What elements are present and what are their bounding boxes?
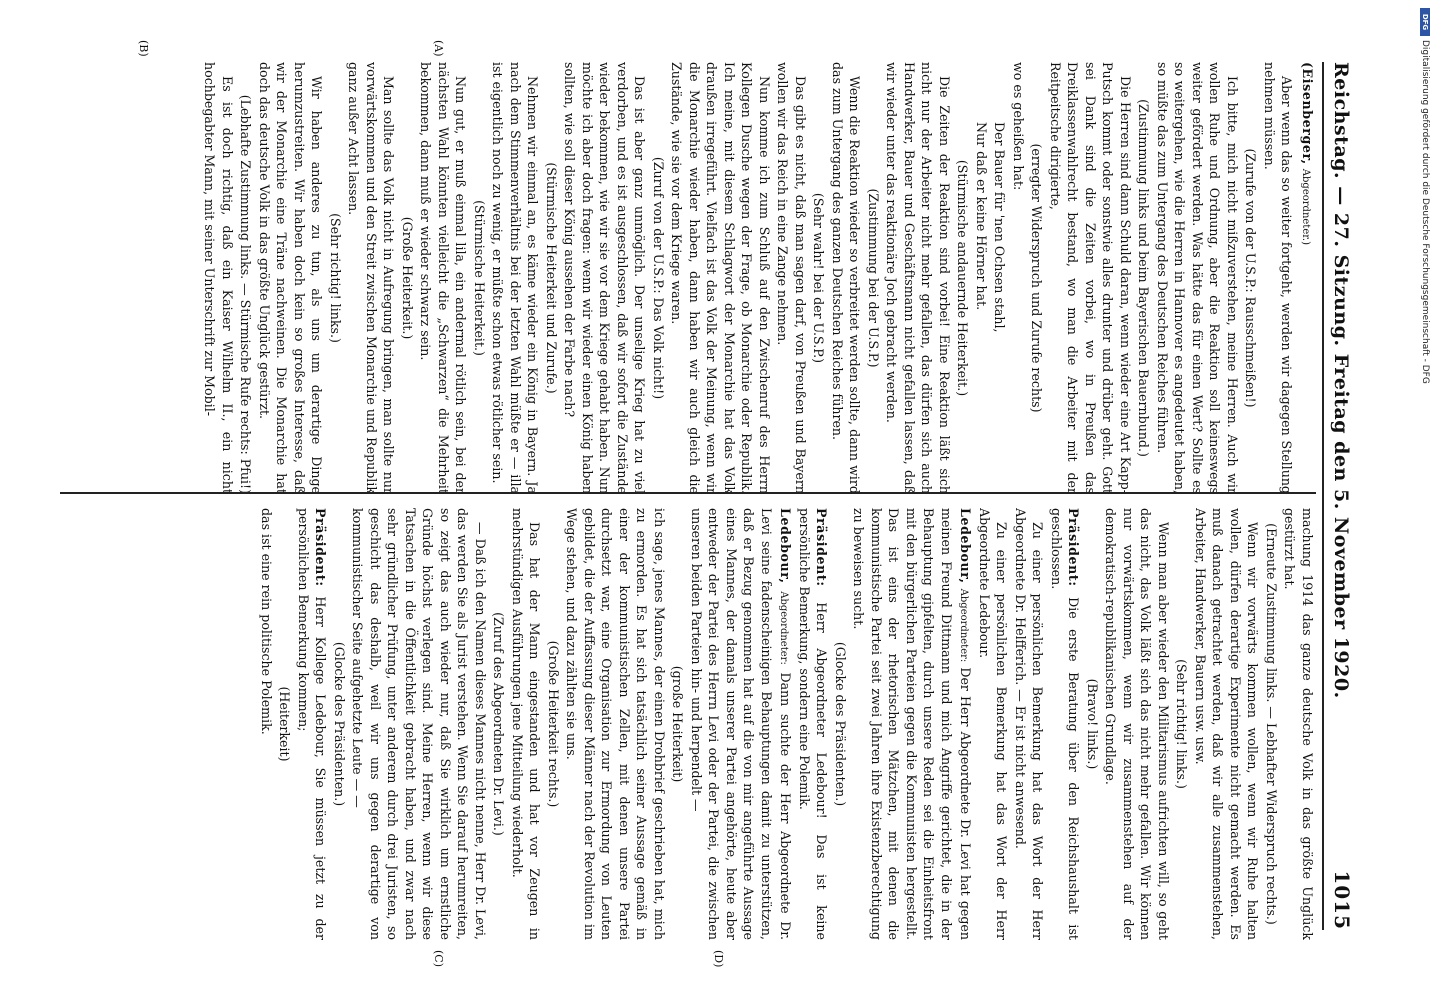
- speech-paragraph: Nun komme ich zum Schluß auf den Zwischenruf des Herrn Kollegen Dusche wegen der Frage, ob Monarchie oder Republik. Ich meine, mit diesem Schlagwort der Monarchie hat das Volk draußen irregeführt. Vielfach ist das Volk der Meinung, wenn wir die Monarchie wieder haben, dann haben wir auch gleich die Zustände, wie sie vor dem Kriege waren.: [669, 62, 772, 494]
- speech-paragraph: Es ist doch richtig, daß ein Kaiser Wilhelm II., ein nicht hochbegabter Mann, mit seiner Unterschrift zur Mobil-: [202, 62, 235, 494]
- interjection: (Erneute Zustimmung links. — Lebhafter Widerspruch rechts.): [1264, 523, 1279, 925]
- page-number: 1015: [1330, 870, 1354, 930]
- speech-paragraph: Zu einer persönlichen Bemerkung hat das Wort der Herr Abgeordnete Ledebour.: [977, 508, 1010, 940]
- speech-text: Herr Kollege Ledebour, Sie müssen jetzt zu der persönlichen Bemerkung kommen;: [296, 508, 329, 940]
- speech-paragraph: Die Herren sind dann Schuld daran, wenn wieder eine Art Kapp-Putsch kommt oder sonstwie alles drunter und drüber geht. Gott sei Dank sind die Zeiten vorbei, wo in Preußen das Dreiklassenwahlrecht bestand, wo man die Arbeiter mit der Reitpeitsche dirigierte,: [1048, 62, 1133, 494]
- interjection: (Lebhafte Zustimmung links. — Stürmische Rufe rechts: Pfui!): [238, 94, 254, 494]
- margin-letter-c: (C): [432, 950, 445, 967]
- interjection: (Zustimmung links und beim Bayerischen Bauernbund.): [1136, 99, 1152, 457]
- margin-letter-d: (D): [712, 950, 725, 968]
- interjection: (Zustimmung bei der U.S.P.): [866, 188, 881, 368]
- interjection: (Zurufe von der U.S.P.: Rausschmeißen!): [1243, 148, 1259, 408]
- speech-paragraph: Aber wenn das so weiter fortgeht, werden wir dagegen Stellung nehmen müssen.: [1262, 62, 1295, 494]
- interjection: (Zuruf des Abgeordneten Dr. Levi.): [491, 612, 507, 836]
- speaker-paragraph: [796, 508, 831, 940]
- speaker-role: Abgeordneter.): [1300, 168, 1311, 245]
- speech-text: Herr Abgeordneter Ledebour! Das ist keine persönliche Bemerkung, sondern eine Polemik.: [797, 508, 830, 940]
- interjection: (Glocke des Präsidenten.): [833, 641, 848, 807]
- speaker-name: Präsident:: [814, 508, 830, 587]
- verse-line: Der Bauer für 'nen Ochsen stahl,: [992, 122, 1008, 333]
- speech-paragraph: Die Zeiten der Reaktion sind vorbei! Eine Reaktion läßt sich nicht nur der Arbeiter nicht mehr gefallen, das dürfen sich auch Handwerker, Bauer und Geschäftsmann nicht gefallen lassen, daß wir wieder unter das reaktionäre Joch gebracht werden.: [884, 62, 952, 494]
- credit-text: Digitalisierung gefördert durch die Deutsche Forschungsgemeinschaft - DFG: [1420, 40, 1430, 384]
- speech-paragraph: das ist eine rein politische Polemik.: [259, 508, 274, 735]
- speaker-paragraph: [1297, 62, 1317, 494]
- speech-paragraph: Wir haben anderes zu tun, als uns um derartige Dinge herumzustreiten. Wir haben doch kein so großes Interesse, daß wir der Monarchie eine Träne nachweinen. Die Monarchie hat doch das deutsche Volk in das größte Unglück gestürzt.: [257, 62, 325, 494]
- speaker-name: (Eisenberger,: [1300, 62, 1315, 165]
- speech-paragraph: wo es geheißen hat:: [1011, 62, 1026, 191]
- margin-letter-a: (A): [432, 40, 445, 57]
- speech-paragraph: Nehmen wir einmal an, es käme wieder ein König in Bayern. Ja nach dem Stimmenverhältnis bei der letzten Wahl müßte er — illa ist eigentlich noch zu wenig, er müßte schon etwas rötlicher sein.: [490, 62, 541, 494]
- speech-text: Dann suchte der Herr Abgeordnete Dr. Levi seine fadenscheinigen Behauptungen damit zu unterstützen, daß er Bezug genommen hat auf die von mir angeführte Aussage eines Mannes, der damals unserer Partei angehörte, heute aber entweder der Partei des Herrn Levi oder der Partei, die zwischen unseren beiden Parteien hin- und herpendelt —: [689, 508, 794, 940]
- interjection: (Stürmische Heiterkeit und Zurufe.): [544, 162, 559, 394]
- dfg-logo-text: DFG: [1421, 13, 1429, 31]
- column-divider: [60, 492, 1316, 494]
- speech-paragraph: Ich bitte, mich nicht mißzuverstehen, meine Herren. Auch wir wollen Ruhe und Ordnung, aber die Reaktion soll keineswegs weiter gefördert werden. Was hätte das für einen Wert? Sollte es so weitergehen, wie die Herren in Hannover es angedeutet haben, so müßte das zum Untergang des Deutschen Reiches führen.: [1155, 62, 1240, 494]
- interjection: (Große Heiterkeit rechts.): [546, 640, 561, 808]
- right-column: [20, 508, 1316, 940]
- interjection: (Sehr wahr! bei der U.S.P.): [811, 192, 827, 364]
- speaker-name: Präsident:: [313, 508, 329, 587]
- interjection: (Heiterkeit): [277, 686, 293, 762]
- interjection: (erregter Widerspruch und Zurufe rechts): [1029, 143, 1045, 413]
- interjection: (Stürmische andauernde Heiterkeit.): [955, 159, 971, 397]
- speaker-name: Präsident:: [1066, 508, 1082, 587]
- speech-paragraph: Das hat der Mann eingestanden und hat vor Zeugen in mehrstündigen Ausführungen jene Mitteilung wiederholt.: [510, 508, 543, 940]
- speech-paragraph: Man sollte das Volk nicht in Aufregung bringen, man sollte nur vorwärtskommen und den Streit zwischen Monarchie und Republik ganz außer Acht lassen.: [346, 62, 397, 494]
- interjection: (Sehr richtig! links.): [328, 213, 343, 343]
- interjection: (Glocke des Präsidenten.): [332, 641, 347, 807]
- interjection: (Stürmische Heiterkeit.): [472, 200, 487, 356]
- speech-paragraph: Das ist aber ganz unmöglich. Der unselige Krieg hat zu viel verdorben, und es ist ausgeschlossen, daß wir sofort die Zustände wieder bekommen, wie wir sie vor dem Kriege gehabt haben. Nun möchte ich aber doch fragen: wenn wir wieder einen König haben sollten, wie soll dieser König aussehen der Farbe nach?: [562, 62, 648, 494]
- speech-paragraph: Nun gut, er muß einmal lila, ein andermal rötlich sein, bei der nächsten Wahl könnten vielleicht die „Schwarzen“ die Mehrheit bekommen, dann muß er wieder schwarz sein.: [418, 62, 469, 494]
- speaker-role: Abgeordneter:: [778, 591, 790, 665]
- speaker-paragraph: [688, 508, 795, 940]
- margin-letter-b: (B): [137, 40, 150, 57]
- interjection: (Große Heiterkeit.): [400, 216, 415, 340]
- left-column: [20, 62, 1316, 494]
- speaker-name: Ledebour,: [778, 508, 794, 584]
- speech-paragraph: Zu einer persönlichen Bemerkung hat das Wort der Herr Abgeordnete Dr. Helfferich. — Er ist nicht anwesend.: [1013, 508, 1046, 940]
- running-title: Reichstag. — 27. Sitzung. Freitag den 5. November 1920.: [1330, 62, 1352, 699]
- interjection: (Zuruf von der U.S.P.: Das Volk nicht!): [651, 156, 666, 400]
- digitization-credit: [1418, 40, 1432, 980]
- dfg-logo: [1420, 8, 1430, 36]
- speaker-paragraph: [295, 508, 330, 940]
- speaker-paragraph: [1048, 508, 1083, 940]
- interjection: (Bravo! links.): [1085, 678, 1100, 770]
- speech-paragraph: Wenn wir vorwärts kommen wollen, wenn wir Ruhe halten wollen, dürfen derartige Experimente nicht gemacht werden. Es muß danach getrachtet werden, daß wir alle zusammenstehen, Arbeiter, Handwerker, Bauern usw. usw.: [1193, 508, 1261, 940]
- running-header: [1322, 62, 1370, 930]
- speech-paragraph: Das gibt es nicht, daß man sagen darf, von Preußen und Bayern wollen wir das Reich in eine Zange nehmen.: [775, 62, 808, 494]
- interjection: (große Heiterkeit): [670, 665, 686, 783]
- speech-paragraph: Wenn die Reaktion wieder so verbreitet werden sollte, dann wird das zum Untergang des ganzen Deutschen Reiches führen.: [830, 62, 863, 494]
- speaker-role: Abgeordneter:: [958, 588, 970, 663]
- interjection: (Sehr richtig! links.): [1174, 659, 1190, 789]
- speech-paragraph: Wenn man aber wieder den Militarismus aufrichten will, so geht das nicht, das Volk läßt sich das nicht mehr gefallen. Wir können nur vorwärtskommen, wenn wir zusammenstehen auf der demokratisch-republikanischen Grundlage.: [1103, 508, 1171, 940]
- speaker-paragraph: [850, 508, 975, 940]
- speech-text: Die erste Beratung über den Reichshaushalt ist geschlossen.: [1049, 508, 1082, 940]
- speech-paragraph: machung 1914 das ganze deutsche Volk in das größte Unglück gestürzt hat.: [1282, 508, 1315, 940]
- speech-paragraph: ich sage, jenes Mannes, der einen Drohbrief geschrieben hat, mich zu ermorden. Es hat sich tatsächlich seiner Aussage gemäß in einer der kommunistischen Zellen, mit denen unsere Partei durchsetzt war, eine Organisation zur Ermordung von Leuten gebildet, die der Auffassung dieser Männer nach der Revolution im Wege stehen, und dazu zählten sie uns.: [564, 508, 667, 940]
- verse-line: Nur daß er keine Hörner hat.: [974, 122, 989, 311]
- speech-paragraph: — Daß ich den Namen dieses Mannes nicht nenne, Herr Dr. Levi, das werden Sie als Jurist verstehen. Wenn Sie darauf herumreiten, so zeigt das auch wieder nur, daß Sie wirklich um ernstliche Gründe höchst verlegen sind. Meine Herren, wenn wir diese Tatsachen in die Öffentlichkeit gebracht haben, und zwar nach sehr gründlicher Prüfung, unter anderem durch drei Juristen, so geschicht das deshalb, weil wir uns gegen derartige von kommunistischer Seite aufgehetzte Leute — —: [350, 508, 488, 940]
- speaker-name: Ledebour,: [958, 508, 974, 584]
- speech-text: Der Herr Abgeordnete Dr. Levi hat gegen meinen Freund Dittmann und mich Angriffe gerichtet, die in der Behauptung gipfelten, durch unsere Reden sei die Einheitsfront mit den bürgerlichen Parteien gegen die Kommunisten hergestellt. Das ist eins der rhetorischen Mätzchen, mit denen die kommunistische Partei seit zwei Jahren ihre Existenzberechtigung zu beweisen sucht.: [851, 508, 974, 940]
